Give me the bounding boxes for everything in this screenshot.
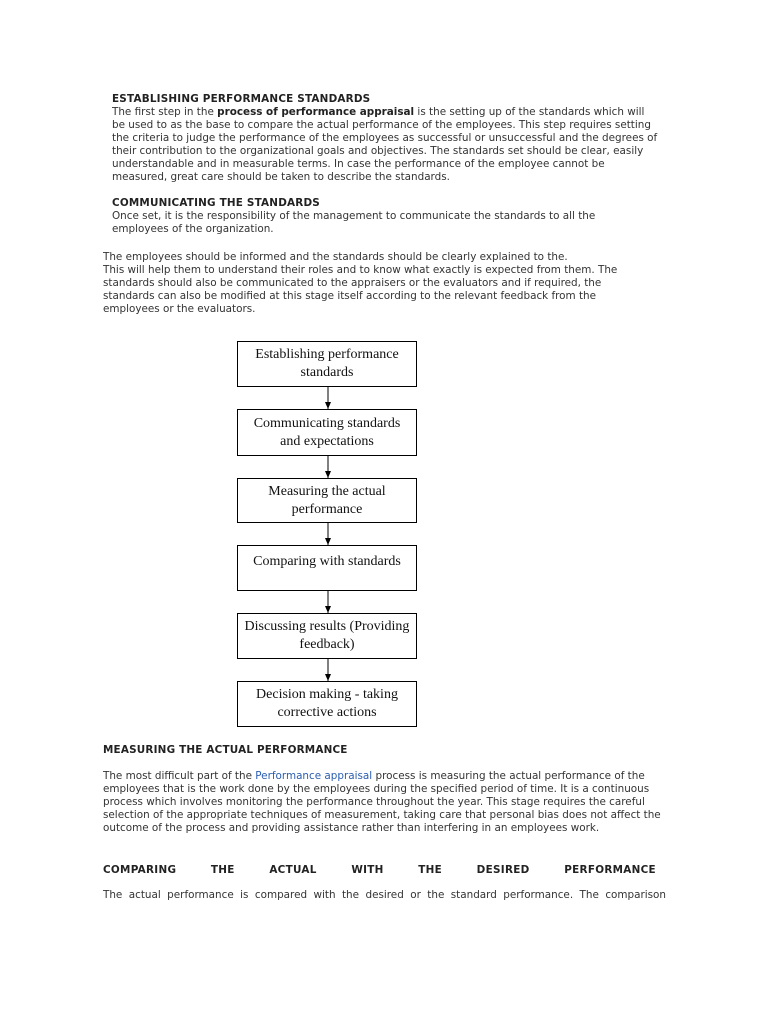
paragraph-comparing: The actual performance is compared with the desired or the standard performance. The comparison: [103, 889, 666, 901]
flow-step-label: Establishing performance standards: [255, 347, 399, 380]
heading-establishing: ESTABLISHING PERFORMANCE STANDARDS: [112, 93, 371, 105]
heading-comparing: [103, 864, 656, 876]
arrowhead-3: [325, 538, 331, 545]
heading-measuring: MEASURING THE ACTUAL PERFORMANCE: [103, 744, 348, 756]
heading-word: THE: [418, 864, 443, 876]
flow-step-label: Communicating standards and expectations: [253, 415, 401, 449]
paragraph-line1: The employees should be informed and the standards should be clearly explained to the.: [103, 251, 568, 263]
section-communicating: [112, 197, 612, 236]
flow-step-comparing: [237, 545, 417, 591]
flow-step-decision: [237, 681, 417, 727]
heading-word: ACTUAL: [269, 864, 317, 876]
flow-step-communicating: [237, 409, 417, 456]
section-measuring: [103, 744, 665, 835]
paragraph-informing: This will help them to understand their roles and to know what exactly is expected from them. The standards should also be communicated to the appraisers or the evaluators and if required, the standards can also be modified at this stage itself according to the relevant feedback from the employees or the evaluators.: [103, 264, 618, 315]
arrowhead-1: [325, 402, 331, 409]
paragraph-communicating: Once set, it is the responsibility of the management to communicate the standards to all the employees of the organization.: [112, 210, 596, 235]
paragraph-measuring: [103, 770, 665, 835]
flow-step-label: Discussing results (Providing feedback): [244, 619, 410, 652]
flow-step-label: Comparing with standards: [253, 554, 401, 569]
text-segment: The most difficult part of the: [103, 770, 256, 782]
arrowhead-5: [325, 674, 331, 681]
bold-term: process of performance appraisal: [217, 106, 415, 118]
heading-word: WITH: [351, 864, 384, 876]
section-establishing: [112, 93, 660, 184]
text-segment: is the setting up of the standards which will be used to as the base to compare the actual performance of the employees. This step requires setting the criteria to judge the performance of the employees as successful or unsuccessful and the degrees of their contribution to the organizational goals and objectives. The standards set should be clear, easily understandable and in measurable terms. In case the performance of the employee cannot be measured, great care should be taken to describe the standards.: [112, 106, 658, 183]
heading-word: PERFORMANCE: [564, 864, 656, 876]
flow-step-measuring: [237, 478, 417, 523]
flow-step-establishing: [237, 341, 417, 387]
text-segment: process is measuring the actual performance of the employees that is the work done by the employees during the specified period of time. It is a continuous process which involves monitoring the performance throughout the year. This stage requires the careful selection of the appropriate techniques of measurement, taking care that personal bias does not affect the outcome of the process and providing assistance rather than interfering in an employees work.: [103, 770, 661, 834]
performance-appraisal-link[interactable]: Performance appraisal: [255, 770, 373, 782]
paragraph-establishing: [112, 106, 660, 184]
flow-step-discussing: [237, 613, 417, 659]
arrowhead-2: [325, 471, 331, 478]
arrowhead-4: [325, 606, 331, 613]
heading-communicating: COMMUNICATING THE STANDARDS: [112, 197, 320, 209]
section-informing: [103, 251, 637, 316]
flow-step-label: Decision making - taking corrective actions: [256, 687, 398, 720]
flow-step-label: Measuring the actual performance: [268, 483, 386, 517]
heading-word: COMPARING: [103, 864, 177, 876]
text-segment: The first step in the: [112, 106, 218, 118]
heading-word: THE: [210, 864, 235, 876]
heading-word: DESIRED: [476, 864, 530, 876]
